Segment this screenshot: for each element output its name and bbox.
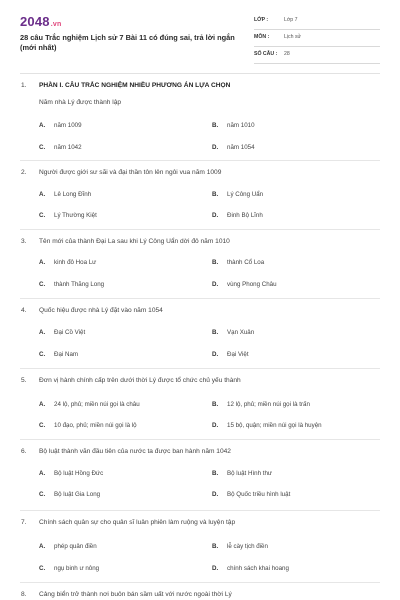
meta-row-subject <box>254 30 380 47</box>
document-title: 28 câu Trắc nghiệm Lịch sử 7 Bài 11 có đúng sai, trả lời ngắn (mới nhất) <box>20 33 235 52</box>
option-text: vùng Phong Châu <box>227 281 277 288</box>
option-letter: A. <box>39 401 46 408</box>
option-text: phép quân điền <box>54 543 97 550</box>
option-letter: C. <box>39 351 46 358</box>
meta-value-count: 28 <box>284 51 290 57</box>
option-letter: A. <box>39 191 46 198</box>
question-divider <box>20 510 380 511</box>
question-number: 7. <box>21 519 27 526</box>
question-number: 4. <box>21 307 27 314</box>
question-number: 5. <box>21 377 27 384</box>
question-divider <box>20 439 380 440</box>
option-letter: C. <box>39 422 46 429</box>
option-text: lễ cày tịch điền <box>227 543 268 550</box>
question-text: Năm nhà Lý được thành lập <box>39 99 122 106</box>
option-text: Lê Long Đĩnh <box>54 191 92 198</box>
question-text: Chính sách quân sự cho quân sĩ luân phiên làm ruộng và luyện tập <box>39 519 236 526</box>
option-letter: C. <box>39 491 46 498</box>
option-letter: B. <box>212 401 219 408</box>
option-text: 10 đạo, phủ; miền núi gọi là lộ <box>54 422 137 429</box>
meta-key-count: SỐ CÂU : <box>254 51 278 57</box>
option-letter: C. <box>39 565 46 572</box>
question-text: Người được giới sư sãi và đại thần tôn lên ngôi vua năm 1009 <box>39 169 222 176</box>
option-letter: D. <box>212 144 219 151</box>
option-letter: D. <box>212 422 219 429</box>
meta-value-subject: Lịch sử <box>284 34 302 40</box>
option-letter: A. <box>39 329 46 336</box>
option-letter: C. <box>39 212 46 219</box>
meta-value-class: Lớp 7 <box>284 17 298 23</box>
question-number: 1. <box>21 82 27 89</box>
option-text: Lý Công Uẩn <box>227 191 264 198</box>
question-divider <box>20 582 380 583</box>
meta-row-class <box>254 13 380 30</box>
header-divider <box>20 73 380 74</box>
meta-row-count <box>254 47 380 64</box>
section-heading: PHẦN I. CÂU TRẮC NGHIỆM NHIỀU PHƯƠNG ÁN LỰA CHỌN <box>39 82 231 89</box>
option-letter: B. <box>212 543 219 550</box>
logo-text: 2048 <box>20 14 50 29</box>
option-letter: A. <box>39 259 46 266</box>
option-text: Đại Nam <box>54 351 79 358</box>
logo-suffix: .vn <box>50 21 62 28</box>
question-number: 2. <box>21 169 27 176</box>
option-text: năm 1010 <box>227 122 255 129</box>
option-letter: A. <box>39 470 46 477</box>
question-divider <box>20 368 380 369</box>
option-letter: A. <box>39 543 46 550</box>
document-header <box>0 0 400 70</box>
question-text: Bộ luật thành văn đầu tiên của nước ta được ban hành năm 1042 <box>39 448 231 455</box>
option-text: thành Cổ Loa <box>227 259 265 266</box>
option-text: năm 1009 <box>54 122 82 129</box>
question-divider <box>20 298 380 299</box>
option-text: Bộ luật Gia Long <box>54 491 101 498</box>
option-text: Vạn Xuân <box>227 329 255 336</box>
option-letter: B. <box>212 329 219 336</box>
option-text: năm 1054 <box>227 144 255 151</box>
option-letter: D. <box>212 212 219 219</box>
option-text: Lý Thường Kiệt <box>54 212 97 219</box>
question-number: 8. <box>21 591 27 598</box>
question-number: 3. <box>21 238 27 245</box>
option-text: năm 1042 <box>54 144 82 151</box>
option-text: thành Thăng Long <box>54 281 105 288</box>
option-text: 24 lộ, phủ; miền núi gọi là châu <box>54 401 140 408</box>
option-text: chính sách khai hoang <box>227 565 289 572</box>
option-text: Đại Cồ Việt <box>54 329 86 336</box>
question-text: Cảng biển trở thành nơi buôn bán sầm uất với nước ngoài thời Lý <box>39 591 232 598</box>
option-letter: B. <box>212 470 219 477</box>
option-text: kinh đô Hoa Lư <box>54 259 97 266</box>
option-text: 12 lộ, phủ; miền núi gọi là trấn <box>227 401 310 408</box>
meta-key-class: LỚP : <box>254 17 269 23</box>
site-logo[interactable] <box>20 14 61 29</box>
question-text: Tên mới của thành Đại La sau khi Lý Công Uẩn dời đô năm 1010 <box>39 238 230 245</box>
option-letter: D. <box>212 565 219 572</box>
question-number: 6. <box>21 448 27 455</box>
option-text: ngụ binh ư nông <box>54 565 100 572</box>
option-text: Bộ Quốc triều hình luật <box>227 491 291 498</box>
option-text: Đinh Bộ Lĩnh <box>227 212 263 219</box>
option-text: Bộ luật Hình thư <box>227 470 273 477</box>
document-meta <box>254 13 380 64</box>
option-text: Đại Việt <box>227 351 249 358</box>
option-letter: B. <box>212 191 219 198</box>
option-letter: C. <box>39 281 46 288</box>
option-text: Bộ luật Hồng Đức <box>54 470 104 477</box>
option-letter: A. <box>39 122 46 129</box>
question-divider <box>20 229 380 230</box>
question-divider <box>20 160 380 161</box>
option-text: 15 bộ, quận; miền núi gọi là huyện <box>227 422 322 429</box>
meta-key-subject: MÔN : <box>254 34 270 40</box>
option-letter: B. <box>212 259 219 266</box>
question-text: Quốc hiệu được nhà Lý đặt vào năm 1054 <box>39 307 163 314</box>
option-letter: B. <box>212 122 219 129</box>
option-letter: C. <box>39 144 46 151</box>
option-letter: D. <box>212 281 219 288</box>
question-text: Đơn vị hành chính cấp trên dưới thời Lý được tổ chức chủ yếu thành <box>39 377 241 384</box>
option-letter: D. <box>212 491 219 498</box>
option-letter: D. <box>212 351 219 358</box>
